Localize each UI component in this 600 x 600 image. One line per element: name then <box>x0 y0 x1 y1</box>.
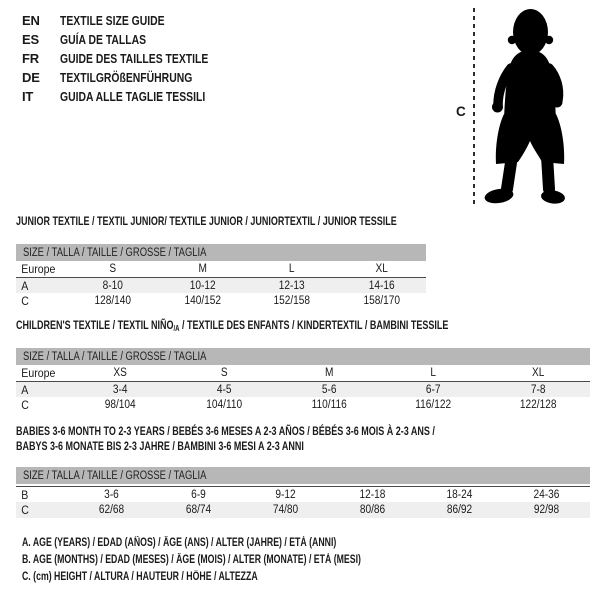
baby-silhouette-icon <box>484 6 576 208</box>
table-cell: 6-7 <box>426 383 441 396</box>
table-row <box>16 502 590 518</box>
row-label: C <box>21 294 29 308</box>
language-title: TEXTILE SIZE GUIDE <box>60 13 165 28</box>
table-cell: L <box>288 263 295 275</box>
table-cell: M <box>198 263 207 275</box>
table-cell: 3-6 <box>104 488 119 501</box>
language-code: DE <box>22 70 40 85</box>
baby-torso <box>504 50 556 119</box>
size-header-bar <box>16 244 426 261</box>
table-cell: 6-9 <box>191 488 206 501</box>
row-label: B <box>21 487 29 502</box>
language-row <box>22 11 245 30</box>
table-cell: S <box>221 367 228 379</box>
table-cell: 12-13 <box>278 279 305 292</box>
table-row <box>16 277 426 293</box>
table-cell: 62/68 <box>98 504 125 516</box>
children-table-title: CHILDREN'S TEXTILE / TEXTIL NIÑO/A / TEXTILE DES ENFANTS / KINDERTEXTIL / BAMBINI TESSILE <box>16 318 449 333</box>
language-title: GUÍA DE TALLAS <box>60 32 147 47</box>
table-cell: 152/158 <box>273 295 311 307</box>
height-measure-dashed-line <box>473 8 475 208</box>
table-cell: 7-8 <box>530 383 546 396</box>
table-cell: 86/92 <box>446 504 473 516</box>
table-row <box>16 293 426 309</box>
babies-table-body <box>16 484 590 518</box>
table-cell: 4-5 <box>217 383 232 396</box>
legend-line-a: A. AGE (YEARS) / EDAD (AÑOS) / ÂGE (ANS) / ALTER (JAHRE) / ETÀ (ANNI) <box>22 537 337 549</box>
measurement-legend <box>22 535 468 586</box>
table-row <box>16 381 590 397</box>
junior-table-title: JUNIOR TEXTILE / TEXTIL JUNIOR/ TEXTILE JUNIOR / JUNIORTEXTIL / JUNIOR TESSILE <box>16 214 397 228</box>
language-title-list <box>22 11 245 106</box>
size-header-label: SIZE / TALLA / TAILLE / GRÖSSE / TAGLIA <box>23 350 207 363</box>
table-cell: 9-12 <box>275 488 296 501</box>
table-cell: 3-4 <box>112 383 128 396</box>
table-cell: 128/140 <box>94 295 132 307</box>
junior-size-table <box>16 214 426 309</box>
row-label: A <box>21 278 29 293</box>
table-row <box>16 261 426 277</box>
table-cell: S <box>109 263 117 275</box>
table-cell: 110/116 <box>311 399 347 411</box>
row-label: C <box>21 398 29 412</box>
children-size-table <box>16 318 590 413</box>
size-header-label: SIZE / TALLA / TAILLE / GRÖSSE / TAGLIA <box>23 246 207 259</box>
table-cell: 5-6 <box>321 383 337 396</box>
language-row <box>22 87 245 106</box>
table-cell: 140/152 <box>183 295 221 307</box>
language-code: EN <box>22 13 40 28</box>
table-cell: 122/128 <box>519 399 557 411</box>
table-cell: XL <box>375 263 388 275</box>
height-measure-label: C <box>456 104 466 119</box>
row-label: C <box>21 503 29 517</box>
size-header-bar <box>16 348 590 365</box>
row-label: A <box>21 382 29 397</box>
baby-head <box>513 9 548 55</box>
table-cell: 12-18 <box>359 488 386 501</box>
language-row <box>22 49 245 68</box>
table-cell: 24-36 <box>533 488 560 501</box>
table-cell: 104/110 <box>206 399 243 411</box>
babies-table-title: BABIES 3-6 MONTH TO 2-3 YEARS / BEBÉS 3-6 MESES A 2-3 AÑOS / BÉBÉS 3-6 MOIS À 2-3 ANS / BABYS 3-6 MONATE BIS 2-3 JAHRE / BAMBINI 3-6 MESI A 2-3 ANNI <box>16 424 435 453</box>
language-code: ES <box>22 32 39 47</box>
table-cell: 116/122 <box>415 399 452 411</box>
table-cell: 74/80 <box>272 504 299 516</box>
table-cell: 158/170 <box>362 295 400 307</box>
table-cell: 98/104 <box>104 399 136 411</box>
legend-line-c: C. (cm) HEIGHT / ALTURA / HAUTEUR / HÖHE / ALTEZZA <box>22 571 258 583</box>
language-row <box>22 30 245 49</box>
table-cell: 18-24 <box>446 488 473 501</box>
legend-line-b: B. AGE (MONTHS) / EDAD (MESES) / ÂGE (MOIS) / ALTER (MONATE) / ETÀ (MESI) <box>22 554 361 566</box>
table-cell: 14-16 <box>368 279 395 292</box>
junior-table-body <box>16 261 426 309</box>
table-cell: 8-10 <box>102 279 123 292</box>
language-code: FR <box>22 51 39 66</box>
language-title: GUIDE DES TAILLES TEXTILE <box>60 51 209 66</box>
size-header-label: SIZE / TALLA / TAILLE / GRÖSSE / TAGLIA <box>23 469 207 482</box>
table-cell: 80/86 <box>359 504 386 516</box>
row-label: Europe <box>21 366 56 380</box>
table-row <box>16 486 590 502</box>
size-header-bar <box>16 467 590 484</box>
table-cell: M <box>324 367 334 379</box>
language-title: GUIDA ALLE TAGLIE TESSILI <box>60 89 206 104</box>
table-cell: 10-12 <box>189 279 216 292</box>
title-subscript: /A <box>173 324 180 333</box>
language-code: IT <box>22 89 34 104</box>
language-title: TEXTILGRÖßENFÜHRUNG <box>60 70 193 85</box>
table-cell: L <box>430 367 437 379</box>
language-row <box>22 68 245 87</box>
table-cell: 92/98 <box>533 504 560 516</box>
table-row <box>16 365 590 381</box>
children-table-body <box>16 365 590 413</box>
table-cell: 68/74 <box>185 504 212 516</box>
row-label: Europe <box>21 262 56 276</box>
table-cell: XL <box>531 367 544 379</box>
table-row <box>16 397 590 413</box>
table-cell: XS <box>113 367 127 379</box>
babies-size-table <box>16 424 590 518</box>
